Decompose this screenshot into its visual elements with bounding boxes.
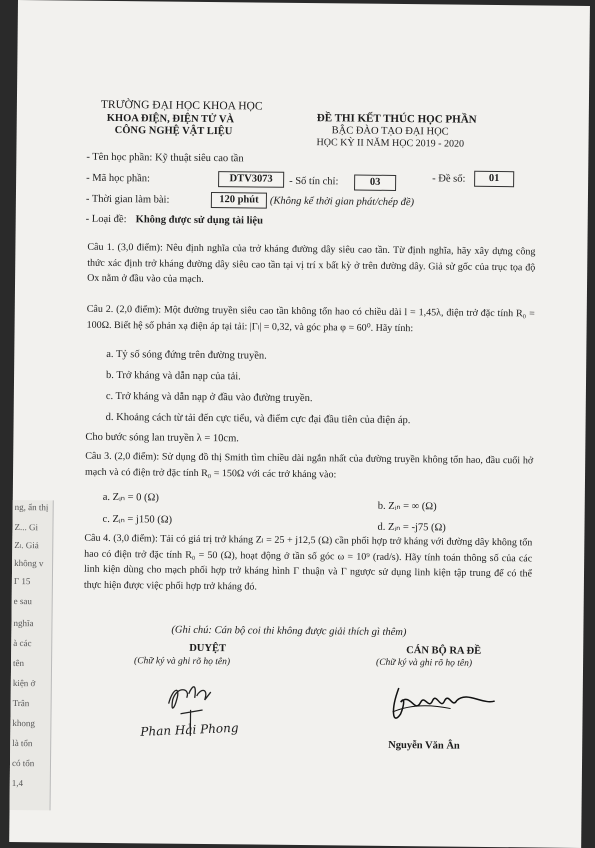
edge-fragment: ng, ẩn thị [14,501,49,513]
question-3: Câu 3. (2,0 điểm): Sử dụng đồ thị Smith tìm chiều dài ngắn nhất của đường truyền không tổn hao, đầu cuối hở mạch và có điện trở đặc tính R₀ = 150Ω với các trở kháng vào: [85,450,534,480]
credits-label: - Số tín chỉ: [289,175,339,188]
edge-fragment: nghĩa [13,617,34,629]
exam-title: ĐỀ THI KẾT THÚC HỌC PHẦN [316,112,477,126]
faculty-line-2: CÔNG NGHỆ VẬT LIỆU [114,125,233,138]
question-2: Câu 2. (2,0 điểm): Một đường truyền siêu cao tần không tổn hao có chiều dài l = 1,45λ, điện trở đặc tính R₀ = 100Ω. Biết hệ số phản xạ điện áp tại tải: |Γₗ| = 0,32, và góc pha φ = 60⁰. Hãy tính: [86,303,535,334]
edge-fragment: 1,4 [11,777,24,789]
time-note: (Không kể thời gian phát/chép đề) [269,195,415,209]
course-code-label: - Mã học phần: [86,172,151,185]
credits-box: 03 [354,175,396,191]
edge-fragment: là tổn [12,737,33,749]
edge-fragment: à các [13,637,32,649]
semester: HỌC KỲ II NĂM HỌC 2019 - 2020 [316,137,465,150]
time-label: - Thời gian làm bài: [85,193,170,206]
edge-fragment: tên [13,657,25,669]
edge-fragment: có tổn [11,757,35,769]
edge-fragment: khong [12,717,35,729]
proctor-note: (Ghi chú: Cán bộ coi thi không được giải thích gì thêm) [171,624,407,639]
course-name: - Tên học phần: Kỹ thuật siêu cao tần [86,151,244,165]
approval-subtitle: (Chữ ký và ghi rõ họ tên) [134,656,231,668]
edge-fragment: Γ 15 [13,575,31,587]
question-3a: a. Zᵢₙ = 0 (Ω) [102,491,159,504]
program-level: BẬC ĐÀO TẠO ĐẠI HỌC [331,125,449,138]
question-2d: d. Khoảng cách từ tải đến cực tiểu, và điểm cực đại đầu tiên của điện áp. [105,411,411,427]
edge-fragment: không v [14,557,44,569]
approval-signer-name: Phan Hải Phong [140,720,239,739]
faculty-line-1: KHOA ĐIỆN, ĐIỆN TỬ VÀ [106,112,235,126]
approval-signature [130,673,271,754]
underlying-page-edge [10,500,54,810]
question-2b: b. Trở kháng và dẫn nạp của tải. [106,369,241,383]
university-name: TRƯỜNG ĐẠI HỌC KHOA HỌC [100,98,263,113]
question-2-given: Cho bước sóng lan truyền λ = 10cm. [85,431,239,445]
approval-title: DUYỆT [189,642,227,655]
edge-fragment: kiện ở [12,677,36,689]
question-3c: c. Zᵢₙ = j150 (Ω) [102,513,173,526]
question-3d: d. Zᵢₙ = -j75 (Ω) [377,521,446,534]
question-4: Câu 4. (3,0 điểm): Tải có giá trị trở kháng Zₗ = 25 + j12,5 (Ω) cần phối hợp trở kháng với đường dây không tổn hao có điện trở đặc tính R₀ = 50 (Ω), hoạt động ở tần số góc ω = 10⁹ (rad/s). Hãy tính toán thông số của các linh kiện dùng cho mạch phối hợp trở kháng hình Γ thuận và Γ ngược sử dụng linh kiện tập trung để có thể thực hiện được việc phối hợp trở kháng đó. [83,532,533,593]
question-1: Câu 1. (3,0 điểm): Nêu định nghĩa của trở kháng đường dây siêu cao tần. Từ định nghĩa, hãy xây dựng công thức xác định trở kháng đường dây siêu cao tần tại vị trí x bất kỳ ở trên đường dây. Giả sử gốc của trục tọa độ Ox nằm ở đầu vào của mạch. [87,241,536,285]
exam-type-value: Không được sử dụng tài liệu [135,214,264,227]
exam-type-label: - Loại đề: [85,213,127,226]
author-title: CÁN BỘ RA ĐỀ [406,645,482,657]
edge-fragment: e sau [13,595,33,607]
time-box: 120 phút [211,192,267,209]
question-3b: b. Zᵢₙ = ∞ (Ω) [377,500,437,513]
exam-number-box: 01 [474,171,514,187]
author-name: Nguyễn Văn Ân [388,739,460,752]
question-2a: a. Tỷ số sóng đứng trên đường truyền. [106,348,267,362]
exam-number-label: - Đề số: [432,173,466,185]
author-subtitle: (Chữ ký và ghi rõ họ tên) [376,657,473,669]
edge-fragment: Z... Gi [14,521,39,533]
course-code-box: DTV3073 [218,171,284,188]
edge-fragment: Zₗ. Giả [14,539,39,551]
exam-paper [9,0,590,848]
author-signature [370,674,511,735]
edge-fragment: Trân [12,697,30,709]
question-2c: c. Trở kháng và dẫn nạp ở đầu vào đường truyền. [105,390,313,405]
